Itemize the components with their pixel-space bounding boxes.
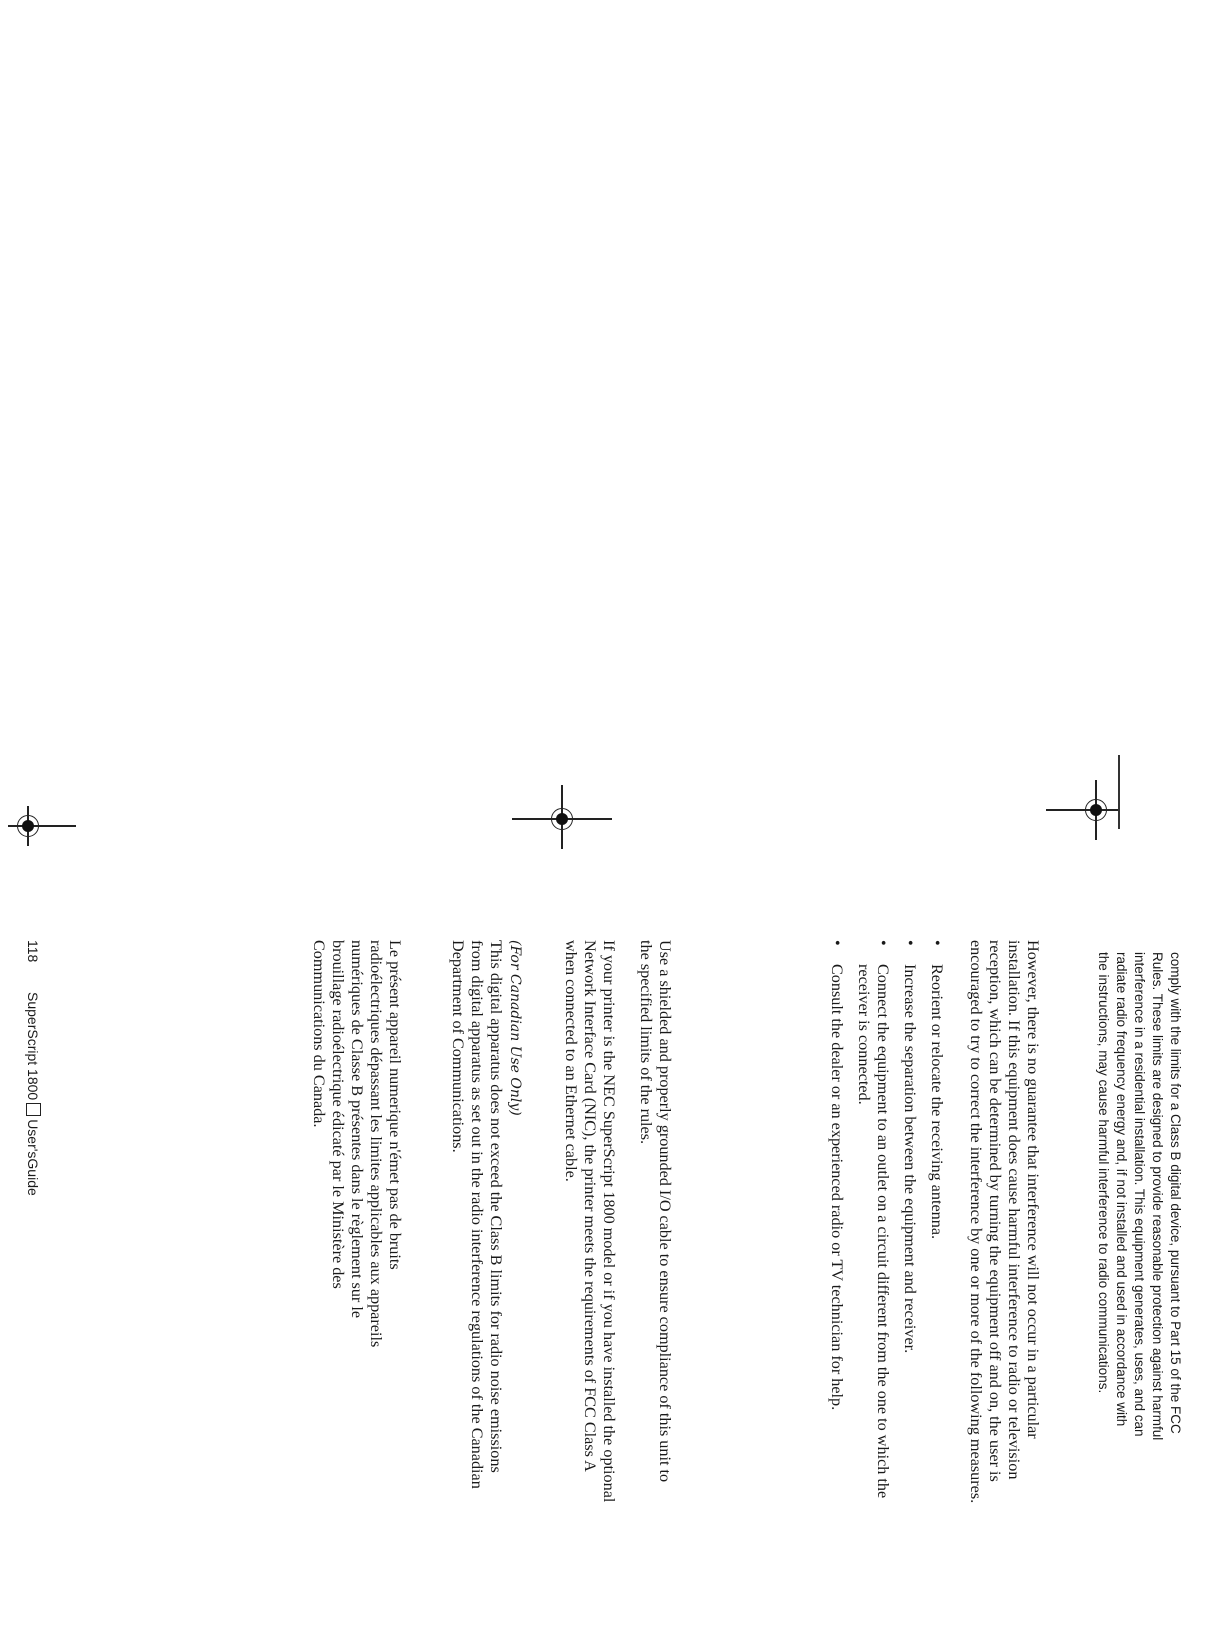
however-text: However, there is no guarantee that interference will not occur in a particular installation. If this equipment does cause harmful interference to radio or television reception, which can be determined by turning the equipment off and on, the user is encouraged to try to correct the interference by one or more of the following measures. <box>967 940 1042 1504</box>
page-footer <box>24 940 42 1640</box>
bullet-icon: • <box>874 940 892 946</box>
bullet-icon: • <box>901 940 919 946</box>
fcc-intro-paragraph <box>1094 952 1184 1442</box>
measure-item <box>900 940 919 1505</box>
fcc-intro-text: comply with the limits for a Class B digital device, pursuant to Part 15 of the FCC Rules. These limits are designed to provide reasonable protection against harmful interference in a residential installation. This equipment generates, uses, and can radiate radio frequency energy and, if not installed and used in accordance with the instructions, may cause harmful interference to radio communications. <box>1096 952 1183 1441</box>
page-number: 118 <box>25 940 41 963</box>
measure-text: Reorient or relocate the receiving antenna. <box>928 964 946 1240</box>
footer-title-guide: Guide <box>25 1158 41 1196</box>
shielded-cable-paragraph <box>636 940 674 1505</box>
measure-text: Connect the equipment to an outlet on a circuit different from the one to which the receiver is connected. <box>855 964 892 1499</box>
footer-title-user: User' <box>25 1119 41 1152</box>
footer-title-glyph: s <box>25 1151 41 1159</box>
nic-paragraph <box>561 940 618 1505</box>
bullet-icon: • <box>928 940 946 946</box>
measure-text: Increase the separation between the equipment and receiver. <box>901 964 919 1354</box>
measures-list <box>819 940 946 1505</box>
canadian-english-text: This digital apparatus does not exceed the Class B limits for radio noise emissions from digital apparatus as set out in the radio interference regulations of the Canadian Department of Communications. <box>449 940 505 1489</box>
bullet-icon: • <box>828 940 846 946</box>
canadian-french-paragraph <box>309 940 404 1360</box>
rotated-page <box>0 940 1214 1510</box>
measure-item <box>854 940 892 1505</box>
canadian-section <box>448 940 524 1505</box>
crop-mark-line <box>1118 755 1120 829</box>
canadian-french-text: Le présent appareil numerique n'émet pas de bruits radioélectriques dépassant les limites applicables aux appareils numériques de Classe B présentes dans le règlement sur le brouillage radioélectrique édicaté par le Ministère des Communications du Canada. <box>310 940 404 1348</box>
measure-text: Consult the dealer or an experienced radio or TV technician for help. <box>828 964 846 1411</box>
box-glyph-icon <box>26 1103 41 1116</box>
footer-title: SuperScript 1800 <box>25 992 41 1101</box>
nic-text: If your printer is the NEC SuperScript 1800 model or if you have installed the optional Network Interface Card (NIC), the printer meets the requirements of FCC Class A when connected to an Ethernet cable. <box>562 940 618 1503</box>
shielded-cable-text: Use a shielded and properly grounded I/O cable to ensure compliance of this unit to the specified limits of the rules. <box>637 940 674 1483</box>
however-paragraph <box>966 940 1042 1505</box>
measure-item <box>827 940 846 1505</box>
canadian-heading: (For Canadian Use Only) <box>507 940 523 1116</box>
measure-item <box>927 940 946 1505</box>
